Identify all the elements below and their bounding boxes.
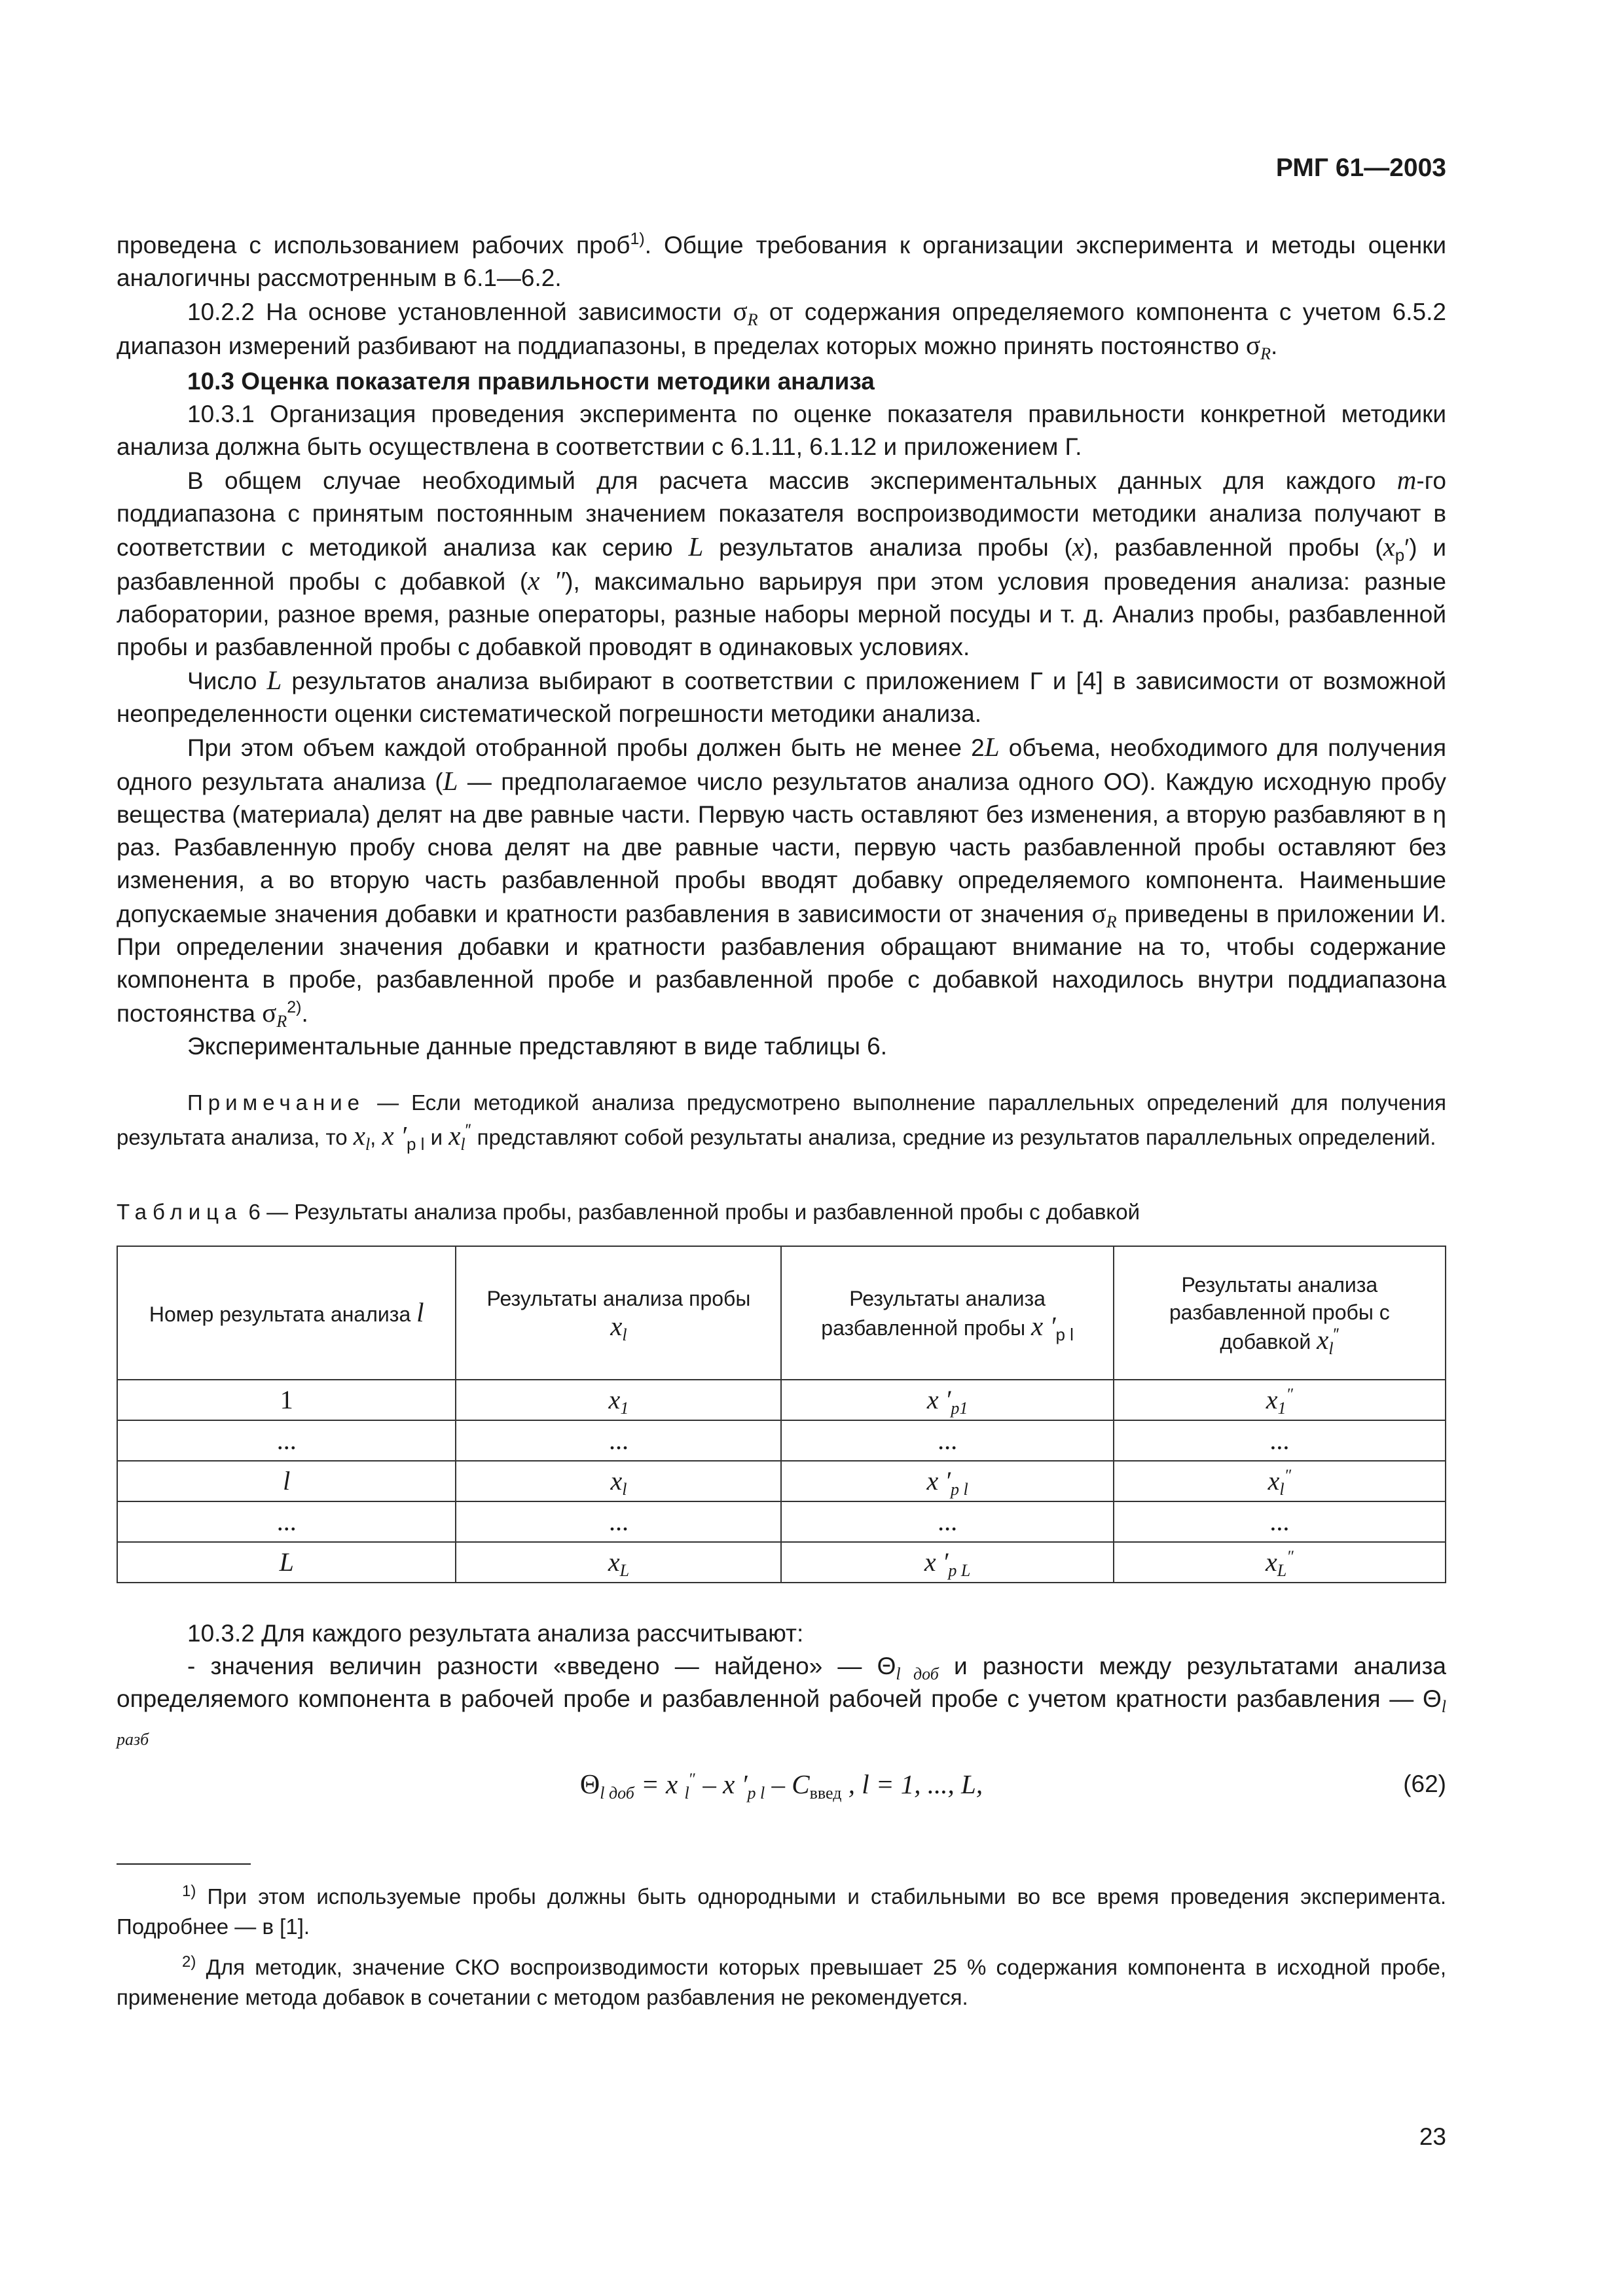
- paragraph-10-2-2: 10.2.2 На основе установленной зависимости $\sigma_R$ от содержания определяемого компонента с учетом 6.5.2 диапазон измерений разбивают на поддиапазоны, в пределах которых можно принять постоянство $\sigma_R$.: [117, 296, 1446, 363]
- table-row: l $x_l$ x $'_{р l}$ $x_l''$: [117, 1461, 1446, 1501]
- section-heading-10-3: 10.3 Оценка показателя правильности методики анализа: [187, 368, 875, 395]
- footnote-1: $^{1)}$ При этом используемые пробы должны быть однородными и стабильными во все время проведения эксперимента. Подробнее — в [1].: [117, 1882, 1446, 1939]
- document-header: РМГ 61—2003: [1275, 154, 1446, 182]
- paragraph-sample-volume: При этом объем каждой отобранной пробы должен быть не менее 2L объема, необходимого для получения одного результата анализа (L — предполагаемое число результатов анализа одного ОО). Каждую исходную пробу вещества (материала) делят на две равные части. Первую часть оставляют без изменения, а вторую разбавляют в η раз. Разбавленную пробу снова делят на две равные части, первую часть разбавленной пробы оставляют без изменения, а во вторую часть разбавленной пробы вводят добавку определяемого компонента. Наименьшие допускаемые значения добавки и кратности разбавления в зависимости от значения $\sigma_R$ приведены в приложении И. При определении значения добавки и кратности разбавления обращают внимание на то, чтобы содержание компонента в пробе, разбавленной пробе и разбавленной пробе с добавкой находилось внутри поддиапазона постоянства $\sigma_R^{2)}$.: [117, 732, 1447, 1031]
- intro-paragraph: проведена с использованием рабочих проб$^{1)}$. Общие требования к организации эксперимента и методы оценки аналогичны рассмотренным в 6.1—6.2.: [117, 230, 1446, 291]
- formula-62: Θl доб = x l″ – x ′р l – Cввед , l = 1, ..., L, (62): [117, 1761, 1446, 1807]
- table-row: L $x_L$ x $'_{р L}$ $x_L''$: [117, 1542, 1446, 1583]
- results-table: [117, 1246, 1446, 1583]
- paragraph-table-reference: Экспериментальные данные представляют в виде таблицы 6.: [187, 1033, 888, 1060]
- footnote-ref-2[interactable]: 2): [287, 998, 302, 1016]
- note-block: Примечание — Если методикой анализа предусмотрено выполнение параллельных определений для получения результата анализа, то $x_l$, x $'_{р l}$ и $x_l''$ представляют собой результаты анализа, средние из результатов параллельных определений.: [117, 1090, 1446, 1154]
- paragraph-number-of-results: Число L результатов анализа выбирают в соответствии с приложением Г и [4] в зависимости от возможной неопределенности оценки систематической погрешности методики анализа.: [117, 665, 1446, 727]
- table-row: ... ... ... ...: [117, 1420, 1446, 1461]
- page-number: 23: [1419, 2123, 1446, 2150]
- table-caption: Таблица 6 — Результаты анализа пробы, разбавленной пробы и разбавленной пробы с добавкой: [117, 1200, 1140, 1224]
- paragraph-general-case: В общем случае необходимый для расчета массив экспериментальных данных для каждого m-го поддиапазона с принятым постоянным значением показателя воспроизводимости методики анализа получают в соответствии с методикой анализа как серию L результатов анализа пробы (x), разбавленной пробы $(x_р')$ и разбавленной пробы с добавкой (x ″), максимально варьируя при этом условия проведения анализа: разные лаборатории, разное время, разные операторы, разные наборы мерной посуды и т. д. Анализ пробы, разбавленной пробы и разбавленной пробы с добавкой проводят в одинаковых условиях.: [117, 465, 1446, 660]
- note-label: Примечание: [187, 1090, 365, 1115]
- header-diluted-results: Результаты анализа разбавленной пробы x $'_{р l}$: [781, 1246, 1113, 1380]
- header-spiked-results: Результаты анализа разбавленной пробы с добавкой $x_l''$: [1114, 1246, 1446, 1380]
- table-row: 1 $x_1$ x $'_{р1}$ $x_1''$: [117, 1380, 1446, 1420]
- header-result-number: Номер результата анализа l: [117, 1246, 456, 1380]
- header-sample-results: Результаты анализа пробы $x_l$: [456, 1246, 781, 1380]
- footnote-divider: [117, 1863, 251, 1865]
- formula-number: (62): [1403, 1770, 1446, 1797]
- footnote-ref-1[interactable]: 1): [630, 230, 645, 248]
- paragraph-10-3-2: 10.3.2 Для каждого результата анализа рассчитывают:: [187, 1620, 804, 1647]
- footnote-2: $^{2)}$ Для методик, значение СКО воспроизводимости которых превышает 25 % содержания компонента в исходной пробе, применение метода добавок в сочетании с методом разбавления не рекомендуется.: [117, 1953, 1446, 2009]
- table-row: ... ... ... ...: [117, 1501, 1446, 1542]
- paragraph-differences: - значения величин разности «введено — найдено» — $\Theta_{l доб}$ и разности между результатами анализа определяемого компонента в рабочей пробе и разбавленной рабочей пробе с учетом кратности разбавления — $\Theta_{l разб}$: [117, 1653, 1446, 1749]
- table-header-row: [117, 1246, 1446, 1380]
- paragraph-10-3-1: 10.3.1 Организация проведения эксперимента по оценке показателя правильности конкретной методики анализа должна быть осуществлена в соответствии с 6.1.11, 6.1.12 и приложением Г.: [117, 401, 1446, 460]
